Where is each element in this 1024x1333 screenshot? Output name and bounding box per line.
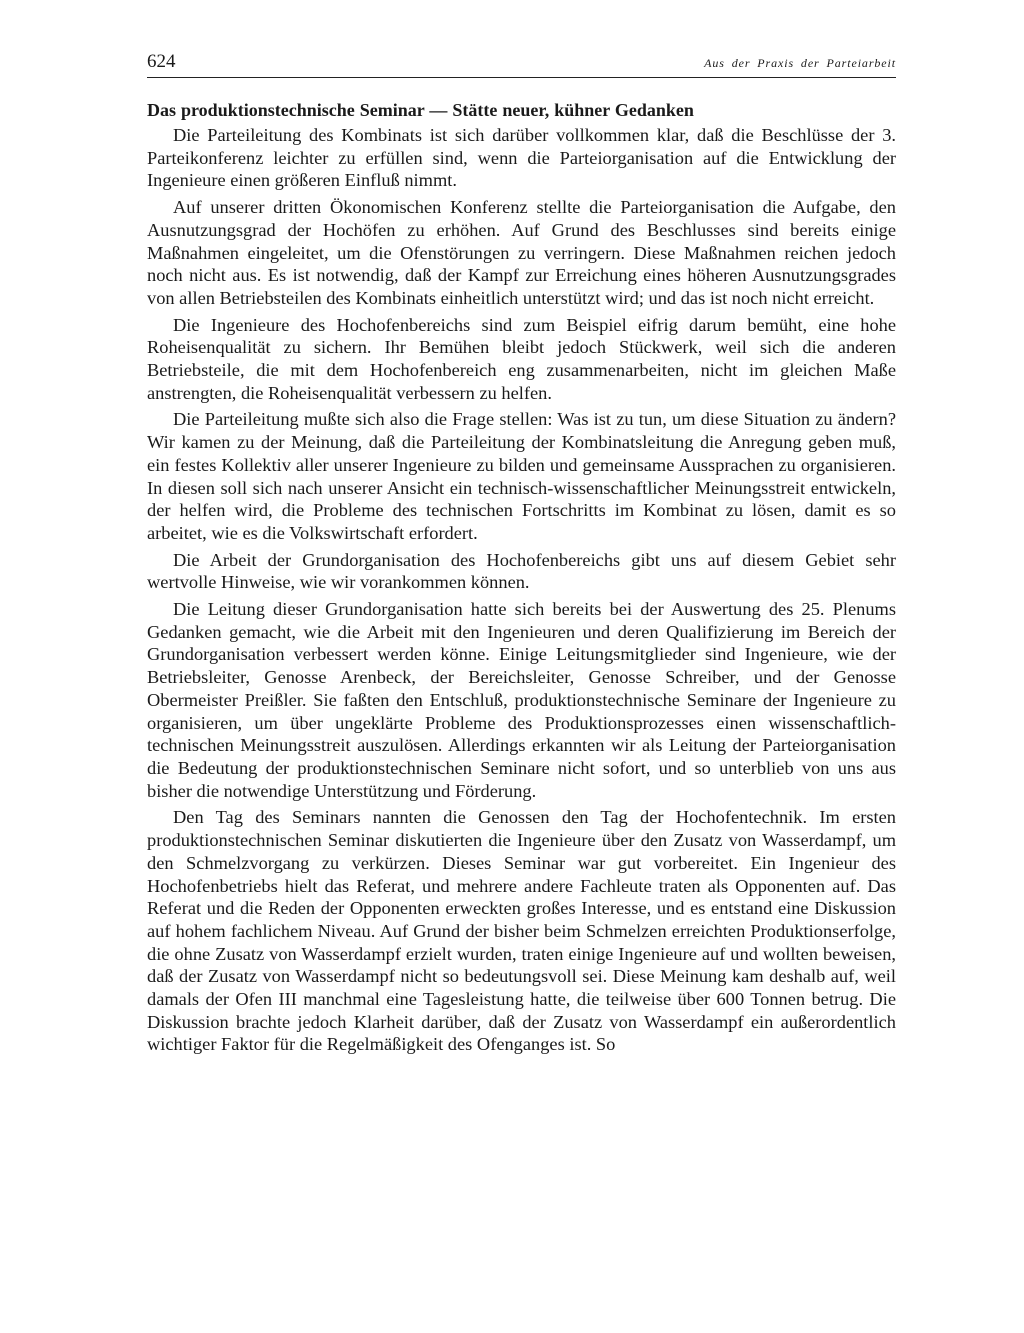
header-rule — [147, 77, 896, 78]
page-number: 624 — [147, 51, 176, 72]
paragraph: Die Arbeit der Grundorganisation des Hochofenbereichs gibt uns auf diesem Gebiet sehr wertvolle Hinweise, wie wir vorankommen können. — [147, 549, 896, 593]
page-header — [147, 50, 896, 78]
paragraph: Die Leitung dieser Grundorganisation hatte sich bereits bei der Auswertung des 25. Plenums Gedanken gemacht, wie die Arbeit mit den Ingenieuren und deren Qualifizierung im Bereich der Grundorganisation verbessert werden könne. Einige Leitungsmitglieder sind Ingenieure, wie der Betriebsleiter, Genosse Arenbeck, der Bereichsleiter, Genosse Schreiber, und der Genosse Obermeister Preißler. Sie faßten den Entschluß, produktionstechnische Seminare der Ingenieure zu organisieren, um über ungeklärte Probleme des Produktionsprozesses einen wissenschaftlich-technischen Meinungsstreit auszulösen. Allerdings erkannten wir als Leitung der Parteiorganisation die Bedeutung der produktionstechnischen Seminare nicht sofort, und so unterblieb von uns aus bisher die notwendige Unterstützung und Förderung. — [147, 599, 896, 801]
paragraph: Auf unserer dritten Ökonomischen Konferenz stellte die Parteiorganisation die Aufgabe, den Ausnutzungsgrad der Hochöfen zu erhöhen. Auf Grund des Beschlusses sind bereits einige Maßnahmen eingeleitet, um die Ofenstörungen zu verringern. Diese Maßnahmen reichen jedoch noch nicht aus. Es ist notwendig, daß der Kampf zur Erreichung eines höheren Ausnutzungsgrades von allen Betriebsteilen des Kombinats einheitlich unterstützt wird; und das ist noch nicht erreicht. — [147, 197, 896, 308]
paragraph: Die Parteileitung des Kombinats ist sich darüber vollkommen klar, daß die Beschlüsse der 3. Parteikonferenz leichter zu erfüllen sind, wenn die Parteiorganisation auf die Entwicklung der Ingenieure einen größeren Einfluß nimmt. — [147, 125, 896, 191]
section-heading: Das produktionstechnische Seminar — Stätte neuer, kühner Gedanken — [147, 100, 694, 120]
running-title: Aus der Praxis der Parteiarbeit — [704, 56, 896, 70]
paragraph: Die Ingenieure des Hochofenbereichs sind zum Beispiel eifrig darum bemüht, eine hohe Roheisenqualität zu sichern. Ihr Bemühen bleibt jedoch Stückwerk, weil sich die anderen Betriebsteile, die mit dem Hochofenbereich eng zusammenarbeiten, nicht im gleichen Maße anstrengten, die Roheisenqualität verbessern zu helfen. — [147, 314, 896, 403]
paragraph: Den Tag des Seminars nannten die Genossen den Tag der Hochofentechnik. Im ersten produktionstechnischen Seminar diskutierten die Ingenieure über den Zusatz von Wasserdampf, um den Schmelzvorgang zu verkürzen. Dieses Seminar war gut vorbereitet. Ein Ingenieur des Hochofenbetriebs hielt das Referat, und mehrere andere Fachleute traten als Opponenten auf. Das Referat und die Reden der Opponenten erweckten großes Interesse, und es entstand eine Diskussion auf hohem fachlichem Niveau. Auf Grund der bisher beim Schmelzen erreichten Produktionserfolge, die ohne Zusatz von Wasserdampf erzielt wurden, traten einige Ingenieure auf und wollten beweisen, daß der Zusatz von Wasserdampf nicht so bedeutungsvoll sei. Diese Meinung kam deshalb auf, weil damals der Ofen III manchmal eine Tagesleistung hatte, die teilweise über 600 Tonnen betrug. Die Diskussion brachte jedoch Klarheit darüber, daß der Zusatz von Wasserdampf ein außerordentlich wichtiger Faktor für die Regelmäßigkeit des Ofenganges ist. So — [147, 807, 896, 1055]
article-body — [147, 98, 896, 1060]
paragraph: Die Parteileitung mußte sich also die Frage stellen: Was ist zu tun, um diese Situation zu ändern? Wir kamen zu der Meinung, daß die Parteileitung der Kombinatsleitung die Anregung geben muß, ein festes Kollektiv aller unserer Ingenieure zu bilden und gemeinsame Aussprachen zu organisieren. In diesen soll sich nach unserer Ansicht ein technisch-wissenschaftlicher Meinungsstreit entwickeln, der helfen wird, die Probleme des technischen Fortschritts im Kombinat zu lösen, damit es so arbeitet, wie es die Volkswirtschaft erfordert. — [147, 409, 896, 543]
